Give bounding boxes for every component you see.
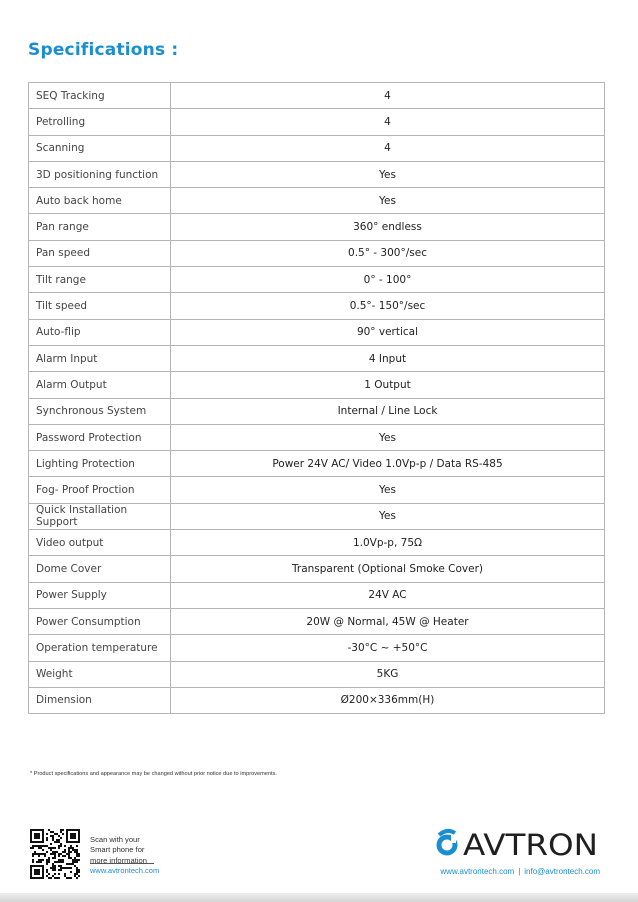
- spec-label: Tilt range: [29, 267, 171, 293]
- spec-row: [29, 109, 605, 135]
- spec-row: [29, 687, 605, 713]
- spec-row: [29, 635, 605, 661]
- spec-value: 1.0Vp-p, 75Ω: [171, 530, 605, 556]
- avtron-logo-icon: [434, 826, 600, 858]
- spec-row: [29, 267, 605, 293]
- spec-row: [29, 83, 605, 109]
- spec-label: Power Consumption: [29, 608, 171, 634]
- spec-label: Synchronous System: [29, 398, 171, 424]
- spec-row: [29, 424, 605, 450]
- spec-label: 3D positioning function: [29, 161, 171, 187]
- specifications-table: [28, 82, 605, 714]
- scan-divider: [90, 863, 154, 864]
- spec-label: Auto-flip: [29, 319, 171, 345]
- spec-row: [29, 530, 605, 556]
- spec-label: Password Protection: [29, 424, 171, 450]
- spec-row: [29, 477, 605, 503]
- spec-label: Alarm Input: [29, 345, 171, 371]
- spec-row: [29, 608, 605, 634]
- spec-value: -30°C ~ +50°C: [171, 635, 605, 661]
- scan-line-2: Smart phone for: [90, 845, 145, 855]
- spec-label: Scanning: [29, 135, 171, 161]
- spec-row: [29, 319, 605, 345]
- spec-value: Yes: [171, 503, 605, 529]
- spec-label: Video output: [29, 530, 171, 556]
- spec-value: Power 24V AC/ Video 1.0Vp-p / Data RS-485: [171, 451, 605, 477]
- brand-wordmark: AVTRON: [463, 828, 598, 858]
- spec-row: [29, 582, 605, 608]
- bottom-bar: [0, 893, 638, 902]
- specifications-body: [29, 83, 605, 714]
- spec-value: 24V AC: [171, 582, 605, 608]
- spec-value: 5KG: [171, 661, 605, 687]
- spec-row: [29, 451, 605, 477]
- email-link[interactable]: info@avtrontech.com: [524, 867, 600, 876]
- spec-value: 4 Input: [171, 345, 605, 371]
- spec-value: 360° endless: [171, 214, 605, 240]
- spec-label: Weight: [29, 661, 171, 687]
- scan-website-link[interactable]: www.avtrontech.com: [90, 866, 160, 875]
- spec-label: Operation temperature: [29, 635, 171, 661]
- spec-value: Yes: [171, 477, 605, 503]
- spec-label: Alarm Output: [29, 372, 171, 398]
- spec-label: Auto back home: [29, 188, 171, 214]
- spec-row: [29, 161, 605, 187]
- spec-label: Pan range: [29, 214, 171, 240]
- qr-code-icon: [30, 829, 80, 879]
- scan-instructions: [90, 835, 160, 866]
- disclaimer-note: * Product specifications and appearance may be changed without prior notice due to improvements.: [30, 771, 277, 777]
- spec-value: Yes: [171, 161, 605, 187]
- spec-value: 4: [171, 83, 605, 109]
- spec-value: 0.5° - 300°/sec: [171, 240, 605, 266]
- spec-value: 0° - 100°: [171, 267, 605, 293]
- spec-value: Yes: [171, 424, 605, 450]
- spec-value: 0.5°- 150°/sec: [171, 293, 605, 319]
- spec-label: Pan speed: [29, 240, 171, 266]
- spec-row: [29, 503, 605, 529]
- spec-row: [29, 661, 605, 687]
- scan-line-1: Scan with your: [90, 835, 140, 844]
- spec-row: [29, 214, 605, 240]
- footer-contact: [440, 867, 600, 876]
- spec-value: Ø200×336mm(H): [171, 687, 605, 713]
- spec-label: SEQ Tracking: [29, 83, 171, 109]
- spec-row: [29, 556, 605, 582]
- spec-row: [29, 188, 605, 214]
- spec-label: Quick Installation Support: [29, 503, 171, 529]
- spec-value: 20W @ Normal, 45W @ Heater: [171, 608, 605, 634]
- spec-label: Dome Cover: [29, 556, 171, 582]
- spec-label: Petrolling: [29, 109, 171, 135]
- spec-value: 90° vertical: [171, 319, 605, 345]
- spec-row: [29, 135, 605, 161]
- spec-value: Yes: [171, 188, 605, 214]
- spec-label: Fog- Proof Proction: [29, 477, 171, 503]
- spec-value: Transparent (Optional Smoke Cover): [171, 556, 605, 582]
- spec-value: 4: [171, 109, 605, 135]
- spec-row: [29, 293, 605, 319]
- spec-label: Dimension: [29, 687, 171, 713]
- spec-label: Tilt speed: [29, 293, 171, 319]
- spec-row: [29, 398, 605, 424]
- spec-value: Internal / Line Lock: [171, 398, 605, 424]
- contact-separator: |: [518, 867, 521, 876]
- page-title: Specifications :: [28, 40, 179, 60]
- website-link[interactable]: www.avtrontech.com: [440, 867, 515, 876]
- spec-row: [29, 345, 605, 371]
- spec-row: [29, 240, 605, 266]
- spec-label: Lighting Protection: [29, 451, 171, 477]
- spec-label: Power Supply: [29, 582, 171, 608]
- spec-value: 1 Output: [171, 372, 605, 398]
- scan-line-3: more information: [90, 855, 147, 865]
- spec-row: [29, 372, 605, 398]
- spec-value: 4: [171, 135, 605, 161]
